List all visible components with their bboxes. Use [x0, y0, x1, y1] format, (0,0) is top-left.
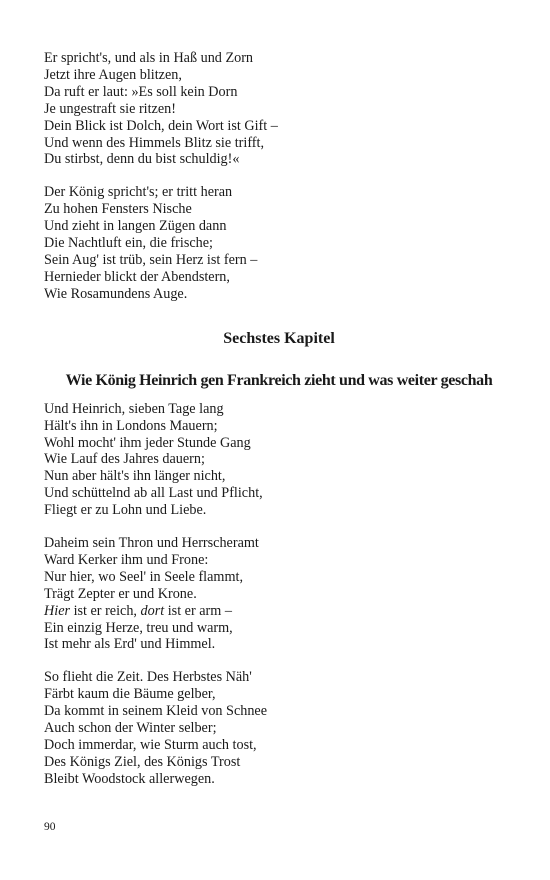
verse-line: Und schüttelnd ab all Last und Pflicht,: [44, 485, 263, 502]
verse-line: Und wenn des Himmels Blitz sie trifft,: [44, 134, 265, 151]
chapter-subtitle: Wie König Heinrich gen Frankreich zieht und was weiter geschah: [65, 371, 493, 389]
verse-line: So flieht die Zeit. Des Herbstes Näh': [44, 669, 252, 686]
verse-line: Da kommt in seinem Kleid von Schnee: [44, 703, 268, 720]
page-number: 90: [44, 821, 56, 833]
verse-line: Und Heinrich, sieben Tage lang: [44, 400, 224, 417]
verse-line-end: ist er arm –: [164, 602, 232, 619]
verse-line: Bleibt Woodstock allerwegen.: [44, 770, 215, 787]
verse-line: Hält's ihn in Londons Mauern;: [44, 417, 218, 434]
verse-line: Wie Rosamundens Auge.: [44, 285, 188, 302]
verse-line: Wohl mocht' ihm jeder Stunde Gang: [44, 434, 251, 451]
verse-line: Dein Blick ist Dolch, dein Wort ist Gift –: [44, 117, 278, 134]
verse-line: Fliegt er zu Lohn und Liebe.: [44, 502, 207, 519]
verse-line: Ein einzig Herze, treu und warm,: [44, 619, 233, 636]
verse-line: Zu hohen Fensters Nische: [44, 201, 192, 218]
verse-line-middle: ist er reich,: [70, 602, 141, 619]
verse-line: Der König spricht's; er tritt heran: [44, 184, 233, 201]
stanza-2: [44, 184, 514, 302]
verse-line: Färbt kaum die Bäume gelber,: [44, 686, 216, 703]
verse-line: Die Nachtluft ein, die frische;: [44, 235, 214, 252]
stanza-4: [44, 535, 514, 653]
verse-line: Ward Kerker ihm und Frone:: [44, 551, 209, 568]
stanza-5: [44, 669, 514, 787]
verse-line: Du stirbst, denn du bist schuldig!«: [44, 151, 240, 168]
verse-line: Je ungestraft sie ritzen!: [44, 100, 176, 117]
verse-line: Da ruft er laut: »Es soll kein Dorn: [44, 83, 238, 100]
italic-word-dort: dort: [140, 602, 165, 619]
page-body: [44, 50, 514, 804]
italic-word-hier: Hier: [44, 602, 71, 619]
verse-line-italic-contrast: [44, 603, 514, 620]
verse-line: Doch immerdar, wie Sturm auch tost,: [44, 737, 257, 753]
verse-line: Auch schon der Winter selber;: [44, 720, 217, 737]
verse-line: Jetzt ihre Augen blitzen,: [44, 66, 182, 83]
verse-line: Ist mehr als Erd' und Himmel.: [44, 636, 216, 653]
verse-line: Er spricht's, und als in Haß und Zorn: [44, 50, 254, 66]
verse-line: Hernieder blickt der Abendstern,: [44, 268, 230, 285]
verse-line: Nur hier, wo Seel' in Seele flammt,: [44, 568, 243, 585]
verse-line: Des Königs Ziel, des Königs Trost: [44, 753, 241, 770]
verse-line: Und zieht in langen Zügen dann: [44, 218, 227, 235]
stanza-3: [44, 401, 514, 519]
verse-line: Nun aber hält's ihn länger nicht,: [44, 468, 226, 485]
stanza-1: [44, 50, 514, 168]
verse-line: Trägt Zepter er und Krone.: [44, 585, 197, 602]
chapter-title: Sechstes Kapitel: [223, 329, 335, 347]
verse-line: Sein Aug' ist trüb, sein Herz ist fern –: [44, 251, 258, 268]
verse-line: Daheim sein Thron und Herrscheramt: [44, 535, 259, 552]
verse-line: Wie Lauf des Jahres dauern;: [44, 451, 205, 468]
